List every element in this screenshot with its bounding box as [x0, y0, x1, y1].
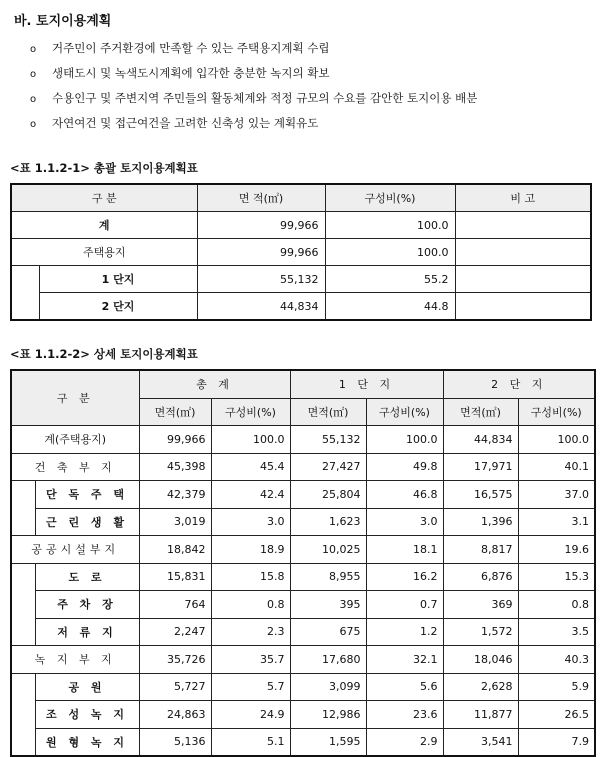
area-cell: 1,396 [443, 508, 518, 536]
area-cell: 395 [290, 591, 366, 619]
area-cell: 8,817 [443, 536, 518, 564]
note-cell [455, 212, 591, 239]
ratio-cell: 46.8 [366, 481, 443, 509]
area-cell: 11,877 [443, 701, 518, 729]
ratio-cell: 40.1 [518, 453, 595, 481]
summary-land-use-table [10, 183, 592, 321]
subheader-area: 면적(㎡) [443, 398, 518, 426]
subheader-area: 면적(㎡) [139, 398, 211, 426]
row-label: 계(주택용지) [11, 426, 139, 454]
table-row [11, 481, 595, 509]
ratio-cell: 24.9 [211, 701, 290, 729]
header-note: 비 고 [455, 184, 591, 212]
table-header-row [11, 370, 595, 398]
ratio-cell: 0.7 [366, 591, 443, 619]
row-label: 건 축 부 지 [11, 453, 139, 481]
header-group-block2: 2 단 지 [443, 370, 595, 398]
row-label: 원 형 녹 지 [35, 728, 139, 756]
ratio-cell: 37.0 [518, 481, 595, 509]
ratio-cell: 35.7 [211, 646, 290, 674]
area-cell: 18,842 [139, 536, 211, 564]
ratio-cell: 100.0 [366, 426, 443, 454]
ratio-cell: 18.9 [211, 536, 290, 564]
bullet-item [30, 86, 477, 111]
area-cell: 17,680 [290, 646, 366, 674]
ratio-cell: 1.2 [366, 618, 443, 646]
table-row [11, 673, 595, 701]
detailed-land-use-table [10, 369, 596, 757]
row-label: 주 차 장 [35, 591, 139, 619]
area-cell: 764 [139, 591, 211, 619]
bullet-text: 거주민이 주거환경에 만족할 수 있는 주택용지계획 수립 [52, 41, 330, 55]
indent-spacer [11, 508, 35, 536]
row-label: 단 독 주 택 [35, 481, 139, 509]
bullet-text: 수용인구 및 주변지역 주민들의 활동체계와 적정 규모의 수요를 감안한 토지이용 배분 [52, 91, 478, 105]
row-label: 계 [11, 212, 197, 239]
header-group-total: 총 계 [139, 370, 290, 398]
bullet-mark: o [30, 44, 37, 55]
ratio-cell: 42.4 [211, 481, 290, 509]
area-cell: 5,727 [139, 673, 211, 701]
bullet-item [30, 36, 477, 61]
indent-spacer [11, 563, 35, 591]
area-cell: 24,863 [139, 701, 211, 729]
area-cell: 15,831 [139, 563, 211, 591]
area-cell: 99,966 [197, 239, 325, 266]
ratio-cell: 100.0 [325, 239, 455, 266]
ratio-cell: 100.0 [518, 426, 595, 454]
header-group-block1: 1 단 지 [290, 370, 443, 398]
ratio-cell: 5.1 [211, 728, 290, 756]
area-cell: 369 [443, 591, 518, 619]
indent-spacer [11, 266, 39, 293]
indent-spacer [11, 591, 35, 619]
row-label: 2 단지 [39, 293, 197, 321]
area-cell: 1,595 [290, 728, 366, 756]
bullet-mark: o [30, 69, 37, 80]
area-cell: 27,427 [290, 453, 366, 481]
bullet-item [30, 61, 477, 86]
row-label: 녹 지 부 지 [11, 646, 139, 674]
area-cell: 3,099 [290, 673, 366, 701]
ratio-cell: 5.9 [518, 673, 595, 701]
bullet-text: 자연여건 및 접근여건을 고려한 신축성 있는 계획유도 [52, 116, 319, 130]
area-cell: 99,966 [139, 426, 211, 454]
table-header-row [11, 184, 591, 212]
table-row [11, 426, 595, 454]
ratio-cell: 3.0 [211, 508, 290, 536]
row-label: 저 류 지 [35, 618, 139, 646]
ratio-cell: 3.1 [518, 508, 595, 536]
header-category: 구 분 [11, 370, 139, 426]
area-cell: 2,628 [443, 673, 518, 701]
area-cell: 25,804 [290, 481, 366, 509]
area-cell: 6,876 [443, 563, 518, 591]
note-cell [455, 266, 591, 293]
area-cell: 8,955 [290, 563, 366, 591]
table-row [11, 646, 595, 674]
ratio-cell: 49.8 [366, 453, 443, 481]
table-row [11, 618, 595, 646]
bullet-mark: o [30, 119, 37, 130]
area-cell: 16,575 [443, 481, 518, 509]
area-cell: 55,132 [290, 426, 366, 454]
area-cell: 55,132 [197, 266, 325, 293]
row-label: 도 로 [35, 563, 139, 591]
area-cell: 42,379 [139, 481, 211, 509]
ratio-cell: 15.8 [211, 563, 290, 591]
ratio-cell: 3.5 [518, 618, 595, 646]
row-label: 근 린 생 활 [35, 508, 139, 536]
ratio-cell: 40.3 [518, 646, 595, 674]
bullet-mark: o [30, 94, 37, 105]
ratio-cell: 2.9 [366, 728, 443, 756]
note-cell [455, 293, 591, 321]
area-cell: 17,971 [443, 453, 518, 481]
bullet-text: 생태도시 및 녹색도시계획에 입각한 충분한 녹지의 확보 [52, 66, 330, 80]
subheader-area: 면적(㎡) [290, 398, 366, 426]
area-cell: 3,541 [443, 728, 518, 756]
area-cell: 1,572 [443, 618, 518, 646]
table-row [11, 563, 595, 591]
ratio-cell: 0.8 [518, 591, 595, 619]
ratio-cell: 15.3 [518, 563, 595, 591]
ratio-cell: 23.6 [366, 701, 443, 729]
indent-spacer [11, 481, 35, 509]
area-cell: 675 [290, 618, 366, 646]
ratio-cell: 55.2 [325, 266, 455, 293]
row-label: 공공시설부지 [11, 536, 139, 564]
area-cell: 18,046 [443, 646, 518, 674]
header-ratio: 구성비(%) [325, 184, 455, 212]
bullet-list [30, 36, 477, 136]
area-cell: 10,025 [290, 536, 366, 564]
area-cell: 44,834 [443, 426, 518, 454]
ratio-cell: 100.0 [325, 212, 455, 239]
ratio-cell: 44.8 [325, 293, 455, 321]
table-row [11, 293, 591, 321]
table-row [11, 239, 591, 266]
note-cell [455, 239, 591, 266]
ratio-cell: 5.6 [366, 673, 443, 701]
row-label: 조 성 녹 지 [35, 701, 139, 729]
header-category: 구 분 [11, 184, 197, 212]
bullet-item [30, 111, 477, 136]
ratio-cell: 7.9 [518, 728, 595, 756]
ratio-cell: 19.6 [518, 536, 595, 564]
area-cell: 1,623 [290, 508, 366, 536]
area-cell: 2,247 [139, 618, 211, 646]
table-row [11, 508, 595, 536]
area-cell: 45,398 [139, 453, 211, 481]
subheader-ratio: 구성비(%) [366, 398, 443, 426]
section-title: 바. 토지이용계획 [14, 14, 112, 29]
header-area: 면 적(㎡) [197, 184, 325, 212]
row-label: 1 단지 [39, 266, 197, 293]
table-row [11, 728, 595, 756]
table2-caption: <표 1.1.2-2> 상세 토지이용계획표 [10, 347, 198, 361]
area-cell: 12,986 [290, 701, 366, 729]
table-row [11, 212, 591, 239]
ratio-cell: 18.1 [366, 536, 443, 564]
ratio-cell: 32.1 [366, 646, 443, 674]
area-cell: 35,726 [139, 646, 211, 674]
indent-spacer [11, 673, 35, 701]
area-cell: 3,019 [139, 508, 211, 536]
subheader-ratio: 구성비(%) [518, 398, 595, 426]
area-cell: 99,966 [197, 212, 325, 239]
indent-spacer [11, 618, 35, 646]
table-row [11, 591, 595, 619]
subheader-ratio: 구성비(%) [211, 398, 290, 426]
ratio-cell: 100.0 [211, 426, 290, 454]
row-label: 주택용지 [11, 239, 197, 266]
table-row [11, 701, 595, 729]
indent-spacer [11, 293, 39, 321]
indent-spacer [11, 701, 35, 729]
area-cell: 44,834 [197, 293, 325, 321]
row-label: 공 원 [35, 673, 139, 701]
table-row [11, 536, 595, 564]
table-row [11, 266, 591, 293]
ratio-cell: 2.3 [211, 618, 290, 646]
table1-caption: <표 1.1.2-1> 총괄 토지이용계획표 [10, 161, 198, 175]
ratio-cell: 0.8 [211, 591, 290, 619]
ratio-cell: 3.0 [366, 508, 443, 536]
ratio-cell: 16.2 [366, 563, 443, 591]
ratio-cell: 5.7 [211, 673, 290, 701]
indent-spacer [11, 728, 35, 756]
ratio-cell: 45.4 [211, 453, 290, 481]
table-row [11, 453, 595, 481]
ratio-cell: 26.5 [518, 701, 595, 729]
detailed-table-body [11, 426, 595, 757]
area-cell: 5,136 [139, 728, 211, 756]
